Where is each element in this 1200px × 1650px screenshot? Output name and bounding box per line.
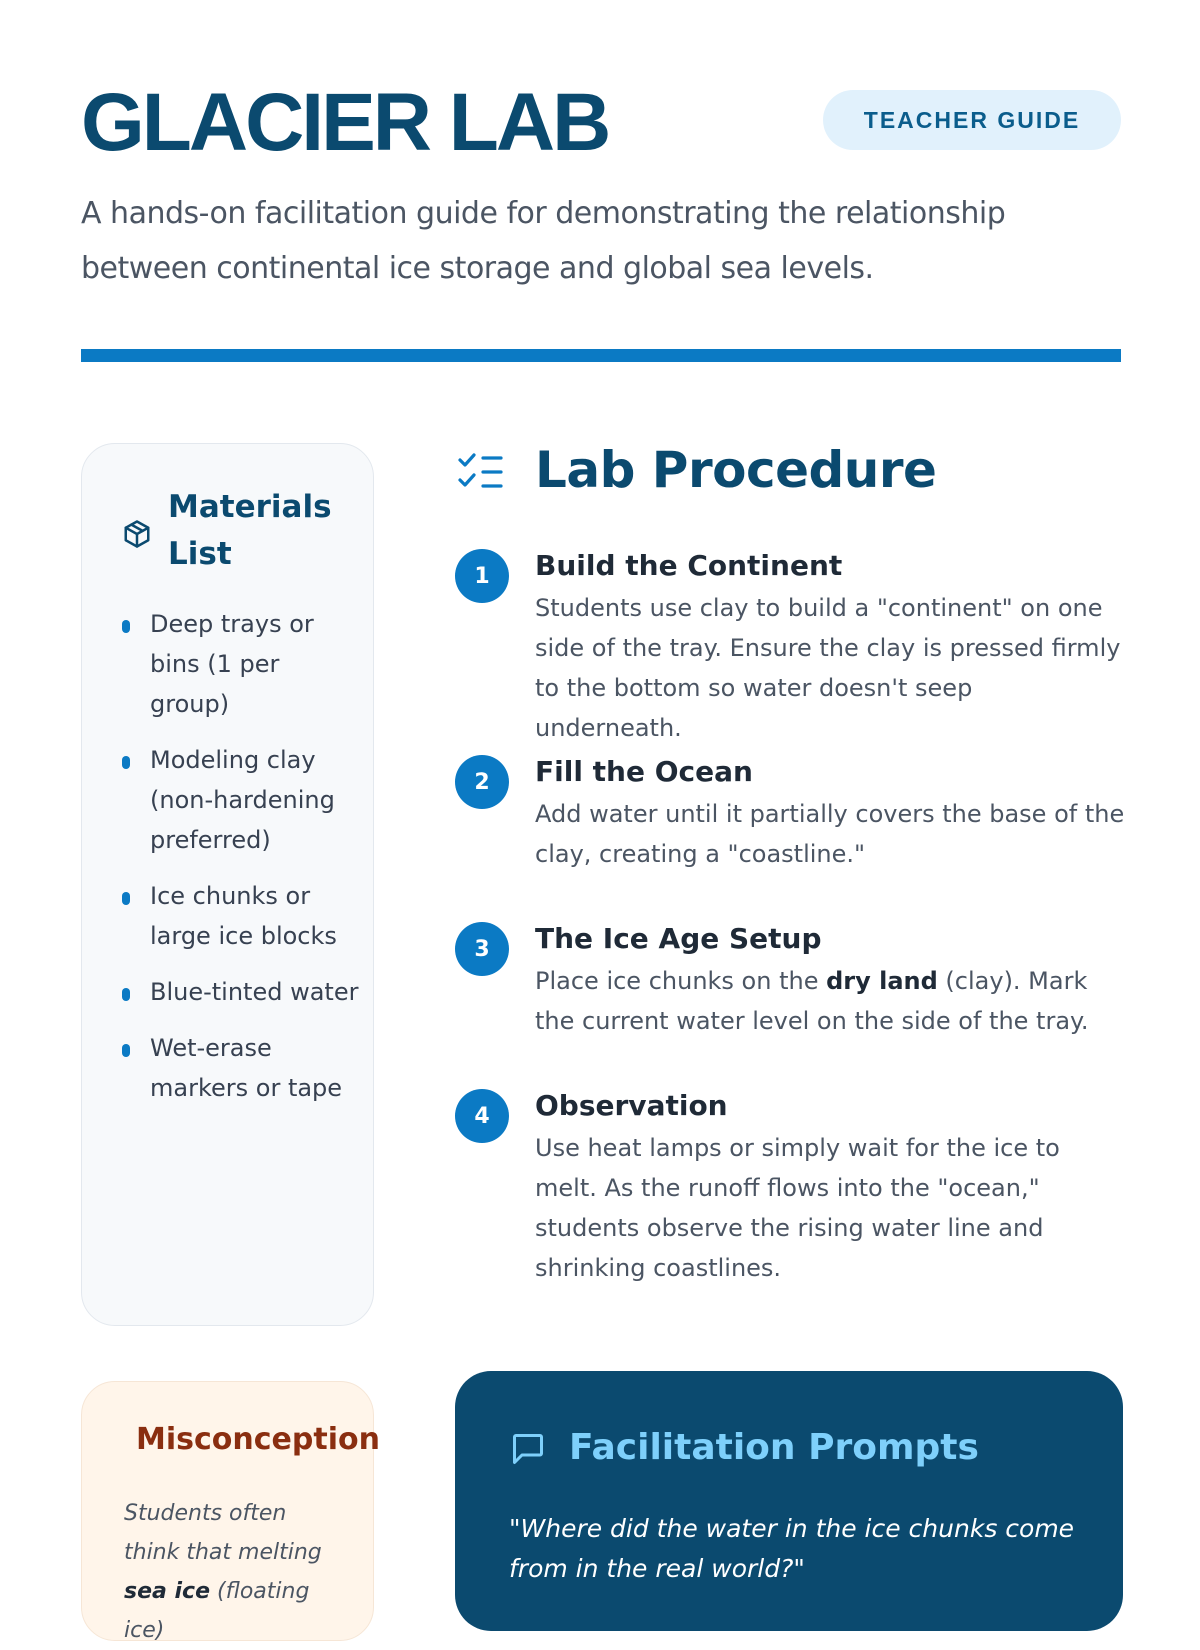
- facilitation-prompts-card: [455, 1371, 1123, 1631]
- step-number: 3: [455, 922, 509, 976]
- materials-list-item: [122, 972, 362, 1012]
- materials-item-text: Wet-erase markers or tape: [150, 1034, 343, 1102]
- step-body: Add water until it partially covers the base of the clay, creating a "coastline.": [535, 800, 1125, 868]
- misconception-body: [124, 1494, 344, 1650]
- materials-item-text: Deep trays or bins (1 per group): [150, 610, 314, 718]
- materials-card: [81, 443, 374, 1326]
- step-body-text: (clay). Mark the current water level on the side of the tray.: [535, 967, 1089, 1035]
- prompts-title: Facilitation Prompts: [569, 1427, 979, 1468]
- step-number: 1: [455, 549, 509, 603]
- page-title: GLACIER LAB: [81, 77, 609, 168]
- step-body: Use heat lamps or simply wait for the ice to melt. As the runoff flows into the "ocean," students observe the rising water line and shrinking coastlines.: [535, 1134, 1060, 1282]
- step-body: [535, 961, 1125, 1041]
- chat-bubble-icon: [509, 1431, 547, 1467]
- misconception-emphasis: sea ice: [124, 1579, 211, 1604]
- step-body: Students use clay to build a "continent" on one side of the tray. Ensure the clay is pressed firmly to the bottom so water doesn't seep underneath.: [535, 594, 1121, 742]
- materials-list-item: [122, 604, 362, 724]
- misconception-text: Students often think that melting: [124, 1501, 322, 1565]
- materials-item-text: Blue-tinted water: [150, 978, 359, 1006]
- step-body-emphasis: dry land: [826, 967, 938, 995]
- bullet-icon: [122, 988, 130, 1001]
- materials-list-item: [122, 876, 362, 956]
- bullet-icon: [122, 756, 130, 769]
- bullet-icon: [122, 620, 130, 633]
- prompts-header: [509, 1423, 1069, 1473]
- step-title: Fill the Ocean: [535, 755, 753, 788]
- step-body-text: Place ice chunks on the: [535, 967, 827, 995]
- box-icon: [122, 519, 152, 549]
- materials-header: [122, 484, 362, 584]
- checklist-icon: [457, 452, 505, 492]
- teacher-guide-badge: TEACHER GUIDE: [823, 90, 1121, 150]
- procedure-title: Lab Procedure: [535, 441, 937, 499]
- page-header: [81, 78, 1121, 168]
- materials-list-item: [122, 1028, 362, 1108]
- misconception-card: [81, 1381, 380, 1643]
- materials-item-text: Ice chunks or large ice blocks: [150, 882, 337, 950]
- prompt-quote: "Where did the water in the ice chunks come from in the real world?": [509, 1514, 1075, 1583]
- step-title: The Ice Age Setup: [535, 922, 822, 955]
- page-subtitle: A hands-on facilitation guide for demonstrating the relationship between continental ice storage and global sea levels.: [81, 196, 1006, 286]
- bullet-icon: [122, 1044, 130, 1057]
- step-title: Build the Continent: [535, 549, 843, 582]
- misconception-title: Misconception: [136, 1422, 380, 1457]
- bullet-icon: [122, 892, 130, 905]
- header-divider: [81, 349, 1121, 362]
- materials-list-item: [122, 740, 362, 860]
- step-number: 2: [455, 755, 509, 809]
- materials-item-text: Modeling clay (non-hardening preferred): [150, 746, 335, 854]
- misconception-text: (floating ice): [124, 1579, 310, 1643]
- step-number: 4: [455, 1089, 509, 1143]
- procedure-header: [455, 440, 1115, 500]
- materials-title: Materials List: [168, 489, 332, 572]
- step-title: Observation: [535, 1089, 728, 1122]
- materials-list: [122, 604, 362, 1124]
